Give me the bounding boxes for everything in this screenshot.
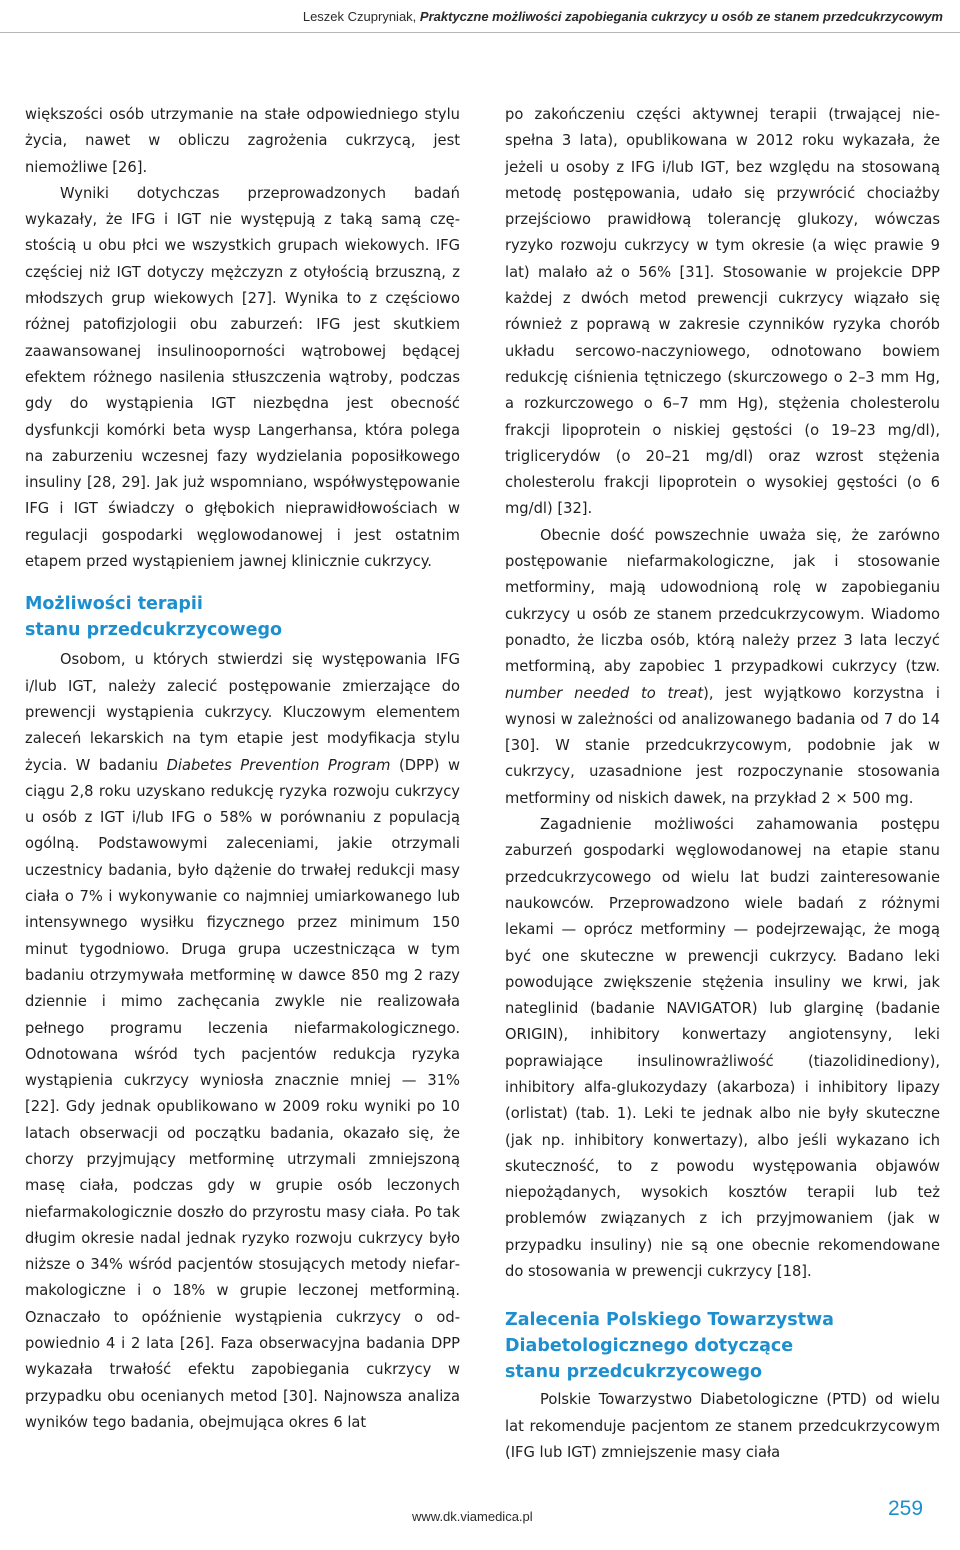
paragraph [505, 523, 940, 812]
header-author: Leszek Czupryniak, [302, 9, 417, 24]
heading-line: Diabetologicznego dotyczące [505, 1336, 794, 1357]
paragraph: po zakończeniu części aktywnej terapii (trwającej niespełna 3 lata), opublikowana w 2012 roku wykazała, że jeżeli u osoby z IFG i/lub IGT, bez względu na stosowaną metodę postępowania, udało się przywrócić chociażby przejściowo prawidłową tolerancję glukozy, wówczas ryzyko rozwoju cukrzycy w tym okresie (a więc prawie 9 lat) malało aż o 56% [31]. Stosowanie w projekcie DPP każdej z dwóch metod prewencji cukrzycy wiązało się również z poprawą w zakresie czynników ryzyka chorób układu sercowo-naczyniowego, odnotowano bowiem redukcję ciśnienia tętniczego (skurczowego o 2–3 mm Hg, a rozkurczowego o 6–7 mm Hg), stężenia cholesterolu frakcji lipoprotein o niskiej gęstości (o 19–23 mg/dl), triglicerydów (o 20–21 mg/dl) oraz wzrost stężenia cholesterolu frakcji lipoprotein o wysokiej gęstości (o 6 mg/dl) [32]. [505, 106, 940, 518]
page-number: 259 [888, 1497, 924, 1520]
text-run: Obecnie dość powszechnie uważa się, że zarówno postępowanie niefarmakologiczne, jak i stosowanie metforminy, mają udowodnioną rolę w zapobieganiu cukrzycy u osób ze stanem przedcukrzycowym. Wiadomo ponadto, że liczba osób, którą należy przez 3 lata leczyć metforminą, aby zapobiec 1 przypadkowi cukrzycy (tzw. [505, 526, 940, 676]
heading-line: Możliwości terapii [25, 594, 203, 615]
footer-url-link[interactable]: www.dk.viamedica.pl [412, 1509, 533, 1524]
running-header [0, 0, 960, 30]
heading-line: stanu przedcukrzycowego [505, 1362, 763, 1383]
text-run: ), jest wyjątkowo korzystna i wynosi w zależności od analizowanego badania od 7 do 14 [30]. W stanie przedcukrzycowym, podobnie jak w cukrzycy, uzasadnione jest rozpoczynanie stosowania metforminy od niskich dawek, na przykład 2 × 500 mg. [505, 684, 940, 807]
section-heading-therapy [25, 591, 460, 643]
heading-line: Zalecenia Polskiego Towarzystwa [505, 1310, 834, 1331]
paragraph: Wyniki dotychczas przeprowadzonych badań wykazały, że IFG i IGT nie występują z taką samą częstością u obu płci we wszystkich grupach wiekowych. IFG częściej niż IGT dotyczy mężczyzn z otyłością brzuszną, z młodszych grup wiekowych [27]. Wynika to z częściowo różnej patofizjologii obu zaburzeń: IFG jest skutkiem zaawansowanej insulinooporności wątrobowej będącej efektem różnego nasilenia stłuszczenia wątroby, podczas gdy do wystąpienia IGT niezbędna jest obecność dysfunkcji komórki beta wysp Langerhansa, która polega na zaburzeniu wczesnej fazy wydzielania poposiłkowego insuliny [28, 29]. Jak już wspomniano, współwystępowanie IFG i IGT świadczy o głębokich nieprawidłowościach w regulacji gospodarki węglowodanowej i jest ostatnim etapem przed wystąpieniem jawnej klinicznie cukrzycy. [25, 184, 460, 571]
text-run: (DPP) w ciągu 2,8 roku uzyskano redukcję ryzyka rozwoju cukrzycy u osób z IGT i/lub IFG o 58% w porównaniu z populacją ogólną. Podstawowymi zaleceniami, jakie otrzymali uczestnicy badania, było dążenie do trwałej redukcji masy ciała o 7% i wykonywanie co najmniej umiarkowanego lub intensywnego wysiłku fizycznego przez minimum 150 minut tygodniowo. Druga grupa uczestnicząca w tym badaniu otrzymywała metforminę w dawce 850 mg 2 razy dziennie i mimo zachęcania zwykle nie realizowała pełnego programu leczenia niefarmakologicznego. Odnotowana wśród tych pacjentów redukcja ryzyka wystąpienia cukrzycy wyniosła znacznie mniej — 31% [22]. Gdy jednak opublikowano w 2009 roku wyniki po 10 latach obserwacji od początku badania, okazało się, że chorzy przyjmujący metforminę utrzymali zmniejszoną masę ciała, podczas gdy w grupie osób leczonych niefarmakologicznie doszło do przyrostu masy ciała. Po tak długim okresie nadal jednak ryzyko rozwoju cukrzycy było niższe o 34% wśród pacjentów stosujących metody niefarmakologiczne i o 18% w grupie leczonej metforminą. Oznaczało to opóźnienie wystąpienia cukrzycy o odpowiednio 4 i 2 lata [26]. Faza obserwacyjna badania DPP wykazała trwałość efektu zapobiegania cukrzycy w przypadku obu ocenianych metod [30]. Najnowsza analiza wyników tego badania, obejmująca okres 6 lat [25, 756, 460, 1431]
paragraph: Zagadnienie możliwości zahamowania postępu zaburzeń gospodarki węglowodanowej na etapie stanu przedcukrzycowego od wielu lat budzi zainteresowanie naukowców. Przeprowadzono wiele badań z różnymi lekami — oprócz metforminy — podejrzewając, że mogą być one skuteczne w prewencji cukrzycy. Badano leki powodujące zwiększenie stężenia insuliny we krwi, jak nateglinid (badanie NAVIGATOR) lub glarginę (badanie ORIGIN), inhibitory konwertazy angiotensyny, leki poprawiające insulinowrażliwość (tiazolidinediony), inhibitory alfa-glukozydazy (akarboza) i inhibitory lipazy (orlistat) (tab. 1). Leki te jednak albo nie były skuteczne (jak np. inhibitory konwertazy), albo jeśli wykazano ich skuteczność, to z powodu występowania objawów niepożądanych, wysokich kosztów terapii lub też problemów związanych z ich przyjmowaniem (jak w przypadku insuliny) nie są one obecnie rekomendowane do stosowania w prewencji cukrzycy [18]. [505, 816, 940, 1281]
right-column [505, 102, 940, 1466]
study-name-italic: Diabetes Prevention Program [166, 756, 391, 774]
paragraph: Polskie Towarzystwo Diabetologiczne (PTD) od wielu lat rekomenduje pacjentom ze stanem przedcukrzycowym (IFG lub IGT) zmniejszenie masy ciała [505, 1391, 940, 1461]
term-italic: number needed to treat [505, 684, 704, 702]
text-run: Osobom, u których stwierdzi się występowania IFG i/lub IGT, należy zalecić postępowanie zmierzające do prewencji wystąpienia cukrzycy. Kluczowym elementem zaleceń lekarskich na tym etapie jest modyfikacja stylu życia. W badaniu [25, 651, 460, 774]
header-divider [0, 32, 960, 33]
paragraph [25, 647, 460, 1436]
left-column [25, 102, 460, 1436]
heading-line: stanu przedcukrzycowego [25, 620, 283, 641]
section-heading-ptd-recommendations [505, 1307, 940, 1385]
header-article-title: Praktyczne możliwości zapobiegania cukrzycy u osób ze stanem przedcukrzycowym [419, 9, 943, 24]
paragraph: większości osób utrzymanie na stałe odpowiedniego stylu życia, nawet w obliczu zagrożenia cukrzycą, jest niemożliwe [26]. [25, 106, 460, 176]
